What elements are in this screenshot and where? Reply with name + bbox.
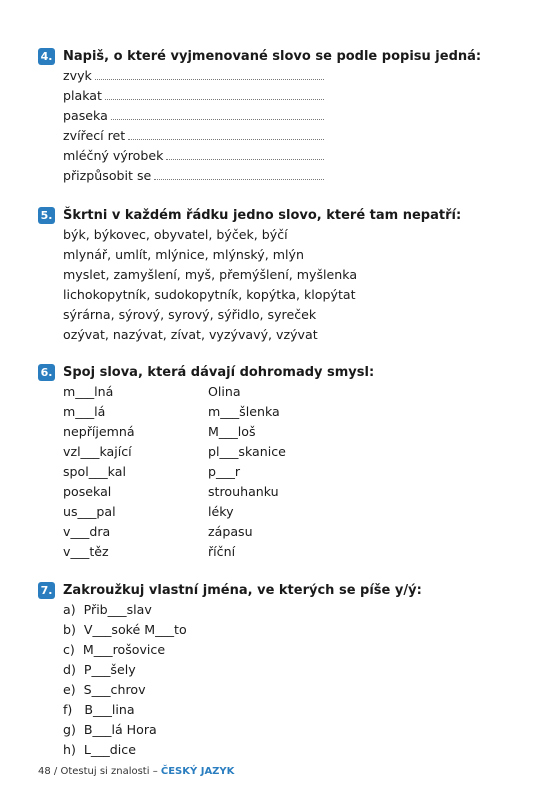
option-item[interactable]: c) M___rošovice: [63, 642, 166, 657]
pair-row: [63, 542, 374, 562]
right-word[interactable]: pl___skanice: [208, 444, 286, 459]
clue-text: zvyk: [63, 68, 92, 83]
task-7-header: [38, 580, 422, 600]
task-number-badge: 5.: [38, 207, 55, 224]
left-word[interactable]: v___těz: [63, 544, 109, 559]
option-item[interactable]: b) V___soké M___to: [63, 622, 187, 637]
left-word[interactable]: m___lá: [63, 404, 106, 419]
footer-subject: ČESKÝ JAZYK: [160, 766, 235, 777]
pair-row: [63, 402, 374, 422]
right-word[interactable]: Olina: [208, 384, 241, 399]
option-item[interactable]: h) L___dice: [63, 742, 136, 757]
pair-row: [63, 462, 374, 482]
right-word[interactable]: m___šlenka: [208, 404, 280, 419]
left-word[interactable]: m___lná: [63, 384, 114, 399]
clue-text: přizpůsobit se: [63, 168, 152, 183]
right-word[interactable]: zápasu: [208, 524, 253, 539]
pair-row: [63, 522, 374, 542]
answer-row[interactable]: [63, 86, 324, 106]
task-6: [38, 362, 374, 562]
word-line[interactable]: býk, býkovec, obyvatel, býček, býčí: [63, 227, 288, 242]
task-7-options: [38, 600, 422, 760]
option-item[interactable]: e) S___chrov: [63, 682, 146, 697]
task-instruction: Zakroužkuj vlastní jména, ve kterých se píše y/ý:: [63, 582, 422, 598]
answer-line[interactable]: [105, 87, 324, 100]
task-number-badge: 6.: [38, 364, 55, 381]
left-word[interactable]: nepříjemná: [63, 424, 135, 439]
task-5-header: [38, 205, 461, 225]
task-7: [38, 580, 422, 760]
task-5-lines: [38, 225, 461, 345]
pair-row: [63, 482, 374, 502]
answer-row[interactable]: [63, 106, 324, 126]
option-item[interactable]: f) B___lina: [63, 702, 135, 717]
answer-row[interactable]: [63, 126, 324, 146]
clue-text: zvířecí ret: [63, 128, 126, 143]
footer-text: 48 / Otestuj si znalosti –: [38, 766, 161, 777]
answer-row[interactable]: [63, 66, 324, 86]
word-line[interactable]: mlynář, umlít, mlýnice, mlýnský, mlýn: [63, 247, 304, 262]
clue-text: mléčný výrobek: [63, 148, 164, 163]
task-instruction: Spoj slova, která dávají dohromady smysl:: [63, 364, 375, 380]
right-word[interactable]: M___loš: [208, 424, 256, 439]
task-4-header: [38, 46, 481, 66]
right-word[interactable]: říční: [208, 544, 236, 559]
task-6-header: [38, 362, 374, 382]
task-4: [38, 46, 481, 186]
task-5: [38, 205, 461, 345]
answer-line[interactable]: [111, 107, 324, 120]
word-line[interactable]: myslet, zamyšlení, myš, přemýšlení, myšlenka: [63, 267, 358, 282]
right-word[interactable]: strouhanku: [208, 484, 279, 499]
word-line[interactable]: sýrárna, sýrový, syrový, sýřidlo, syreček: [63, 307, 317, 322]
answer-line[interactable]: [166, 147, 324, 160]
pair-row: [63, 422, 374, 442]
option-item[interactable]: a) Přib___slav: [63, 602, 152, 617]
pair-row: [63, 502, 374, 522]
right-word[interactable]: léky: [208, 504, 234, 519]
task-4-list: [38, 66, 481, 186]
left-word[interactable]: v___dra: [63, 524, 111, 539]
word-line[interactable]: ozývat, nazývat, zívat, vyzývavý, vzývat: [63, 327, 318, 342]
task-number-badge: 7.: [38, 582, 55, 599]
pair-row: [63, 442, 374, 462]
task-instruction: Napiš, o které vyjmenované slovo se podle popisu jedná:: [63, 48, 482, 64]
task-6-pairs: [38, 382, 374, 562]
left-word[interactable]: us___pal: [63, 504, 116, 519]
pair-row: [63, 382, 374, 402]
right-word[interactable]: p___r: [208, 464, 241, 479]
page-footer: [38, 766, 234, 777]
answer-row[interactable]: [63, 166, 324, 186]
task-instruction: Škrtni v každém řádku jedno slovo, které tam nepatří:: [63, 207, 462, 223]
answer-line[interactable]: [128, 127, 324, 140]
clue-text: plakat: [63, 88, 102, 103]
option-item[interactable]: d) P___šely: [63, 662, 136, 677]
clue-text: paseka: [63, 108, 108, 123]
word-line[interactable]: lichokopytník, sudokopytník, kopýtka, klopýtat: [63, 287, 356, 302]
left-word[interactable]: vzl___kající: [63, 444, 132, 459]
answer-row[interactable]: [63, 146, 324, 166]
option-item[interactable]: g) B___lá Hora: [63, 722, 157, 737]
left-word[interactable]: spol___kal: [63, 464, 126, 479]
task-number-badge: 4.: [38, 48, 55, 65]
answer-line[interactable]: [154, 167, 324, 180]
left-word[interactable]: posekal: [63, 484, 112, 499]
answer-line[interactable]: [95, 67, 324, 80]
